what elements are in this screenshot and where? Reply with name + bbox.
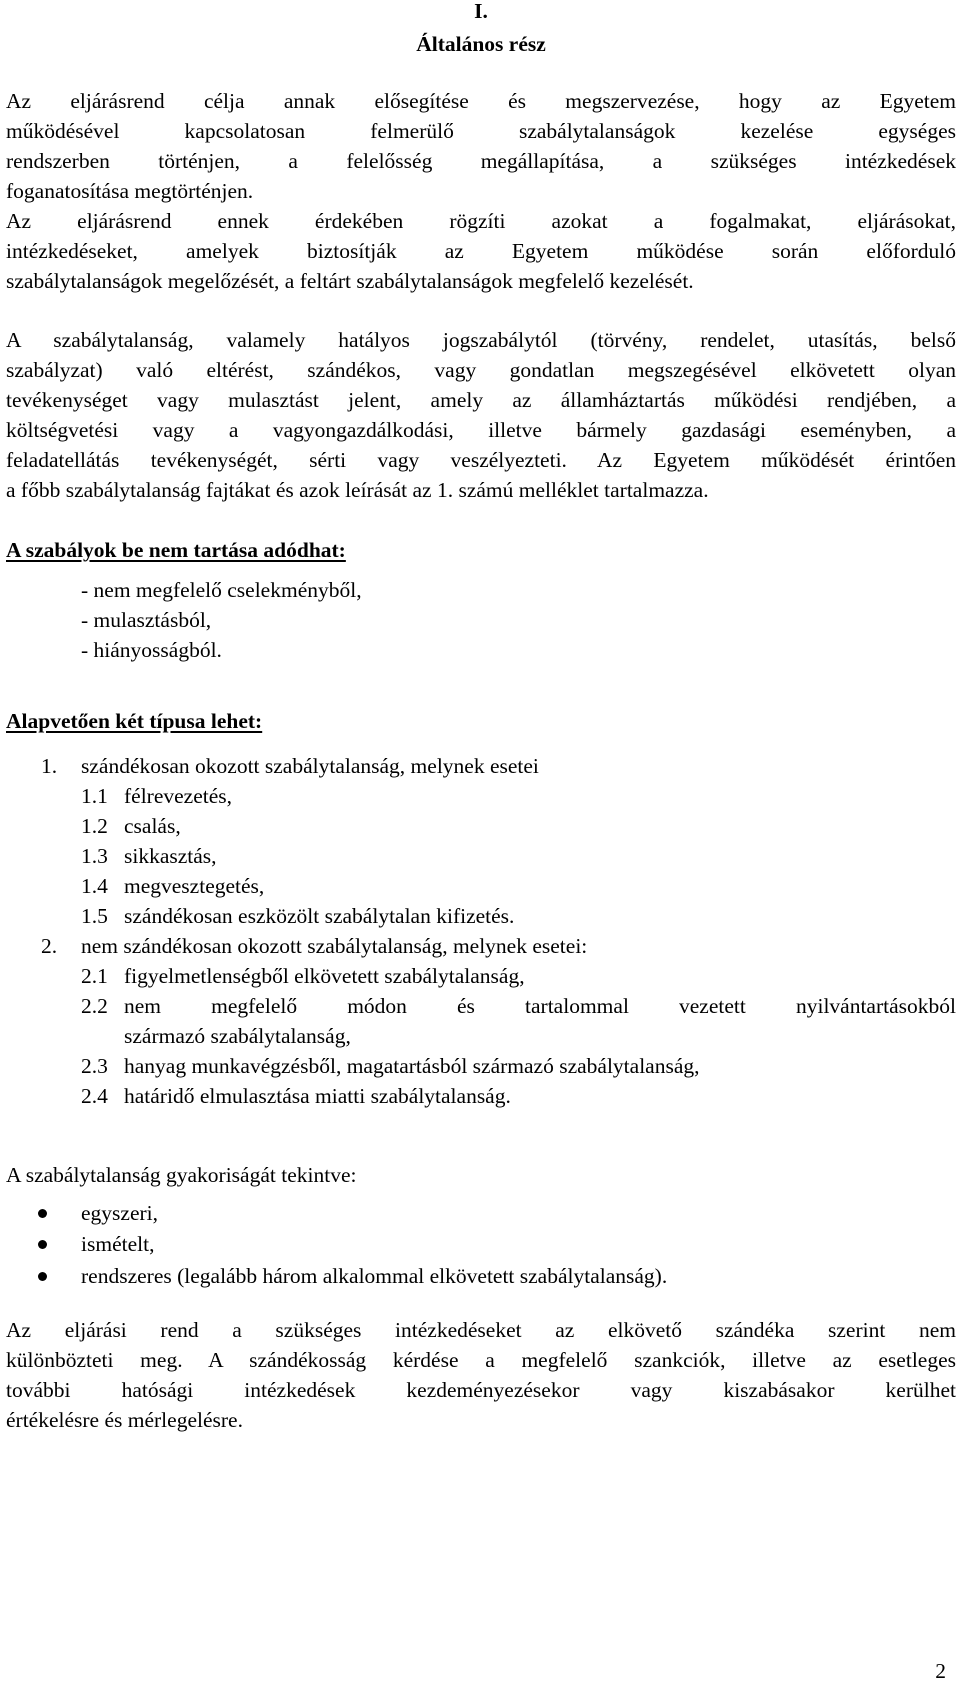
types-heading-block xyxy=(6,706,956,736)
rules-heading-block xyxy=(6,535,956,565)
subtype-item: 2.3 hanyag munkavégzésből, magatartásból származó szabálytalanság, xyxy=(81,1054,700,1078)
section-heading xyxy=(6,0,956,59)
section-number: I. xyxy=(474,0,488,23)
paragraph-line: foganatosítása megtörténjen. xyxy=(6,179,254,203)
subtype-item: 1.3 sikkasztás, xyxy=(81,844,217,868)
section-title: Általános rész xyxy=(416,32,546,56)
closing-paragraph xyxy=(6,1315,956,1435)
list-item: - hiányosságból. xyxy=(81,638,222,662)
subtype-item: 2.4 határidő elmulasztása miatti szabálytalanság. xyxy=(81,1084,511,1108)
paragraph-line: további hatósági intézkedések kezdeményezésekor vagy kiszabásakor kerülhet xyxy=(6,1378,956,1402)
bullet-item: ismételt, xyxy=(6,1229,956,1261)
frequency-intro: A szabálytalanság gyakoriságát tekintve: xyxy=(6,1163,357,1187)
paragraph-line: tevékenységet vagy mulasztást jelent, amely az államháztartás működési rendjében, a xyxy=(6,388,956,412)
paragraph-line: Az eljárási rend a szükséges intézkedéseket az elkövető szándéka szerint nem xyxy=(6,1318,956,1342)
bullet-icon xyxy=(38,1272,47,1281)
bullet-icon xyxy=(38,1240,47,1249)
frequency-intro-block xyxy=(6,1160,956,1190)
bullet-icon xyxy=(38,1209,47,1218)
paragraph-line: szabálytalanságok megelőzését, a feltárt szabálytalanságok megfelelő kezelését. xyxy=(6,269,694,293)
paragraph-line: Az eljárásrend célja annak elősegítése és megszervezése, hogy az Egyetem xyxy=(6,89,956,113)
rules-list xyxy=(6,575,956,665)
subtype-item: 2.1 figyelmetlenségből elkövetett szabálytalanság, xyxy=(81,964,525,988)
document-page xyxy=(6,0,956,1704)
intro-paragraph xyxy=(6,86,956,296)
bullet-item: rendszeres (legalább három alkalommal elkövetett szabálytalanság). xyxy=(6,1261,956,1291)
types-list xyxy=(6,751,956,1111)
types-heading: Alapvetően két típusa lehet: xyxy=(6,709,263,733)
subtype-continuation: származó szabálytalanság, xyxy=(124,1024,351,1048)
definition-paragraph xyxy=(6,325,956,505)
rules-heading: A szabályok be nem tartása adódhat: xyxy=(6,538,346,562)
paragraph-line: költségvetési vagy a vagyongazdálkodási, illetve bármely gazdasági eseményben, a xyxy=(6,418,956,442)
paragraph-line: A szabálytalanság, valamely hatályos jogszabálytól (törvény, rendelet, utasítás, belső xyxy=(6,328,956,352)
paragraph-line: különbözteti meg. A szándékosság kérdése a megfelelő szankciók, illetve az esetleges xyxy=(6,1348,956,1372)
subtype-item: 2.2 nem megfelelő módon és tartalommal vezetett nyilvántartásokból xyxy=(81,994,956,1018)
paragraph-line: működésével kapcsolatosan felmerülő szabálytalanságok kezelése egységes xyxy=(6,119,956,143)
paragraph-line: rendszerben történjen, a felelősség megállapítása, a szükséges intézkedések xyxy=(6,149,956,173)
subtype-item: 1.5 szándékosan eszközölt szabálytalan kifizetés. xyxy=(81,904,515,928)
type-item: 1. szándékosan okozott szabálytalanság, melynek esetei xyxy=(41,754,539,778)
paragraph-line: feladatellátás tevékenységét, sérti vagy veszélyezteti. Az Egyetem működését érintően xyxy=(6,448,956,472)
paragraph-line: intézkedéseket, amelyek biztosítják az Egyetem működése során előforduló xyxy=(6,239,956,263)
page-number: 2 xyxy=(935,1659,946,1683)
paragraph-line: szabályzat) való eltérést, szándékos, vagy gondatlan megszegésével elkövetett olyan xyxy=(6,358,956,382)
list-item: - nem megfelelő cselekményből, xyxy=(81,578,362,602)
paragraph-line: értékelésre és mérlegelésre. xyxy=(6,1408,243,1432)
bullet-item: egyszeri, xyxy=(6,1198,956,1229)
subtype-item: 1.4 megvesztegetés, xyxy=(81,874,265,898)
paragraph-line: a főbb szabálytalanság fajtákat és azok leírását az 1. számú melléklet tartalmazza. xyxy=(6,478,709,502)
type-item: 2. nem szándékosan okozott szabálytalanság, melynek esetei: xyxy=(41,934,588,958)
subtype-item: 1.1 félrevezetés, xyxy=(81,784,233,808)
paragraph-line: Az eljárásrend ennek érdekében rögzíti azokat a fogalmakat, eljárásokat, xyxy=(6,209,956,233)
list-item: - mulasztásból, xyxy=(81,608,212,632)
frequency-list xyxy=(6,1198,956,1291)
subtype-item: 1.2 csalás, xyxy=(81,814,181,838)
